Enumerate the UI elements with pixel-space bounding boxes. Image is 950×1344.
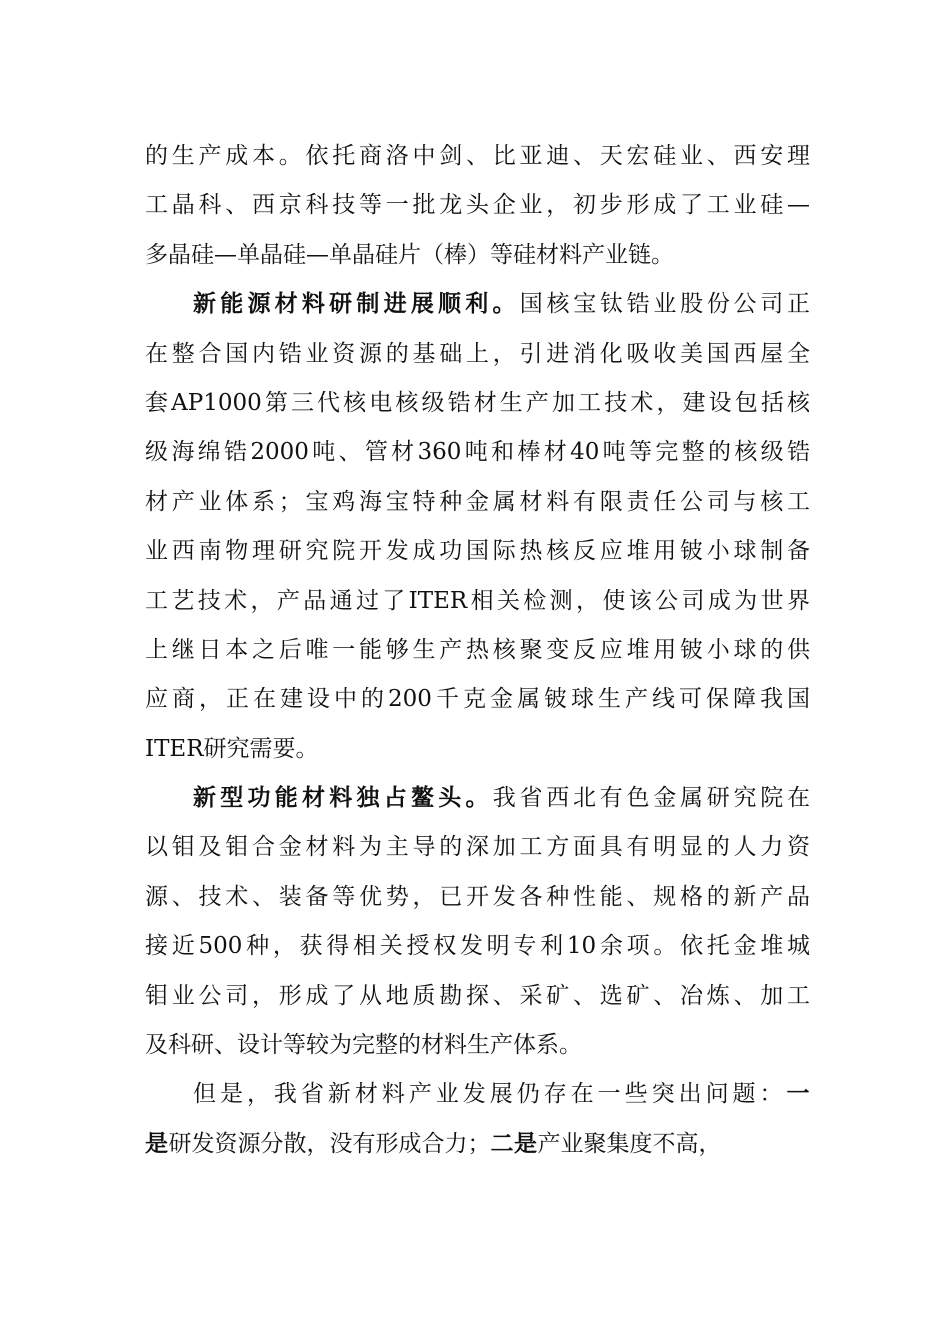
paragraph-line: 及科研、设计等较为完整的材料生产体系。 <box>145 1032 582 1059</box>
paragraph-line: ITER研究需要。 <box>145 735 319 762</box>
paragraph-line: 套AP1000第三代核电核级锆材生产加工技术，建设包括核 <box>145 389 810 416</box>
paragraph-line <box>145 1120 810 1169</box>
paragraph-text: 国核宝钛锆业股份公司正 <box>519 291 811 318</box>
emphasis-text: 是 <box>145 1130 169 1157</box>
paragraph-line: 的生产成本。依托商洛中剑、比亚迪、天宏硅业、西安理 <box>145 143 810 169</box>
paragraph-heading: 新能源材料研制进展顺利。 <box>193 291 520 318</box>
paragraph-line <box>145 280 810 329</box>
paragraph-text: 但是，我省新材料产业发展仍存在一些突出问题： <box>193 1081 787 1108</box>
paragraph-line: 应商，正在建设中的200千克金属铍球生产线可保障我国 <box>145 686 810 713</box>
paragraph-line: 上继日本之后唯一能够生产热核聚变反应堆用铍小球的供 <box>145 636 810 663</box>
paragraph-line <box>145 1070 810 1119</box>
paragraph-line: 工艺技术，产品通过了ITER相关检测，使该公司成为世界 <box>145 587 810 614</box>
paragraph-heading: 新型功能材料独占鳌头。 <box>193 785 493 812</box>
paragraph-line: 钼业公司，形成了从地质勘探、采矿、选矿、冶炼、加工 <box>145 982 810 1009</box>
paragraph-line: 材产业体系；宝鸡海宝特种金属材料有限责任公司与核工 <box>145 488 810 515</box>
paragraph-line: 业西南物理研究院开发成功国际热核反应堆用铍小球制备 <box>145 538 810 565</box>
paragraph-line: 在整合国内锆业资源的基础上，引进消化吸收美国西屋全 <box>145 340 810 367</box>
emphasis-text: 一 <box>786 1081 810 1108</box>
paragraph-text: 研发资源分散，没有形成合力； <box>168 1130 491 1157</box>
paragraph-line: 接近500种，获得相关授权发明专利10余项。依托金堆城 <box>145 933 810 960</box>
paragraph-line: 级海绵锆2000吨、管材360吨和棒材40吨等完整的核级锆 <box>145 439 810 466</box>
paragraph-line: 以钼及钼合金材料为主导的深加工方面具有明显的人力资 <box>145 834 810 861</box>
paragraph-text: 我省西北有色金属研究院在 <box>492 785 810 812</box>
paragraph-line: 多晶硅—单晶硅—单晶硅片（棒）等硅材料产业链。 <box>145 241 674 268</box>
paragraph-text: 产业聚集度不高， <box>537 1130 722 1157</box>
paragraph-line: 工晶科、西京科技等一批龙头企业，初步形成了工业硅— <box>145 192 810 219</box>
document-body <box>145 132 810 1169</box>
paragraph-line <box>145 774 810 823</box>
paragraph-line: 源、技术、装备等优势，已开发各种性能、规格的新产品 <box>145 883 810 910</box>
emphasis-text: 二是 <box>490 1130 538 1157</box>
